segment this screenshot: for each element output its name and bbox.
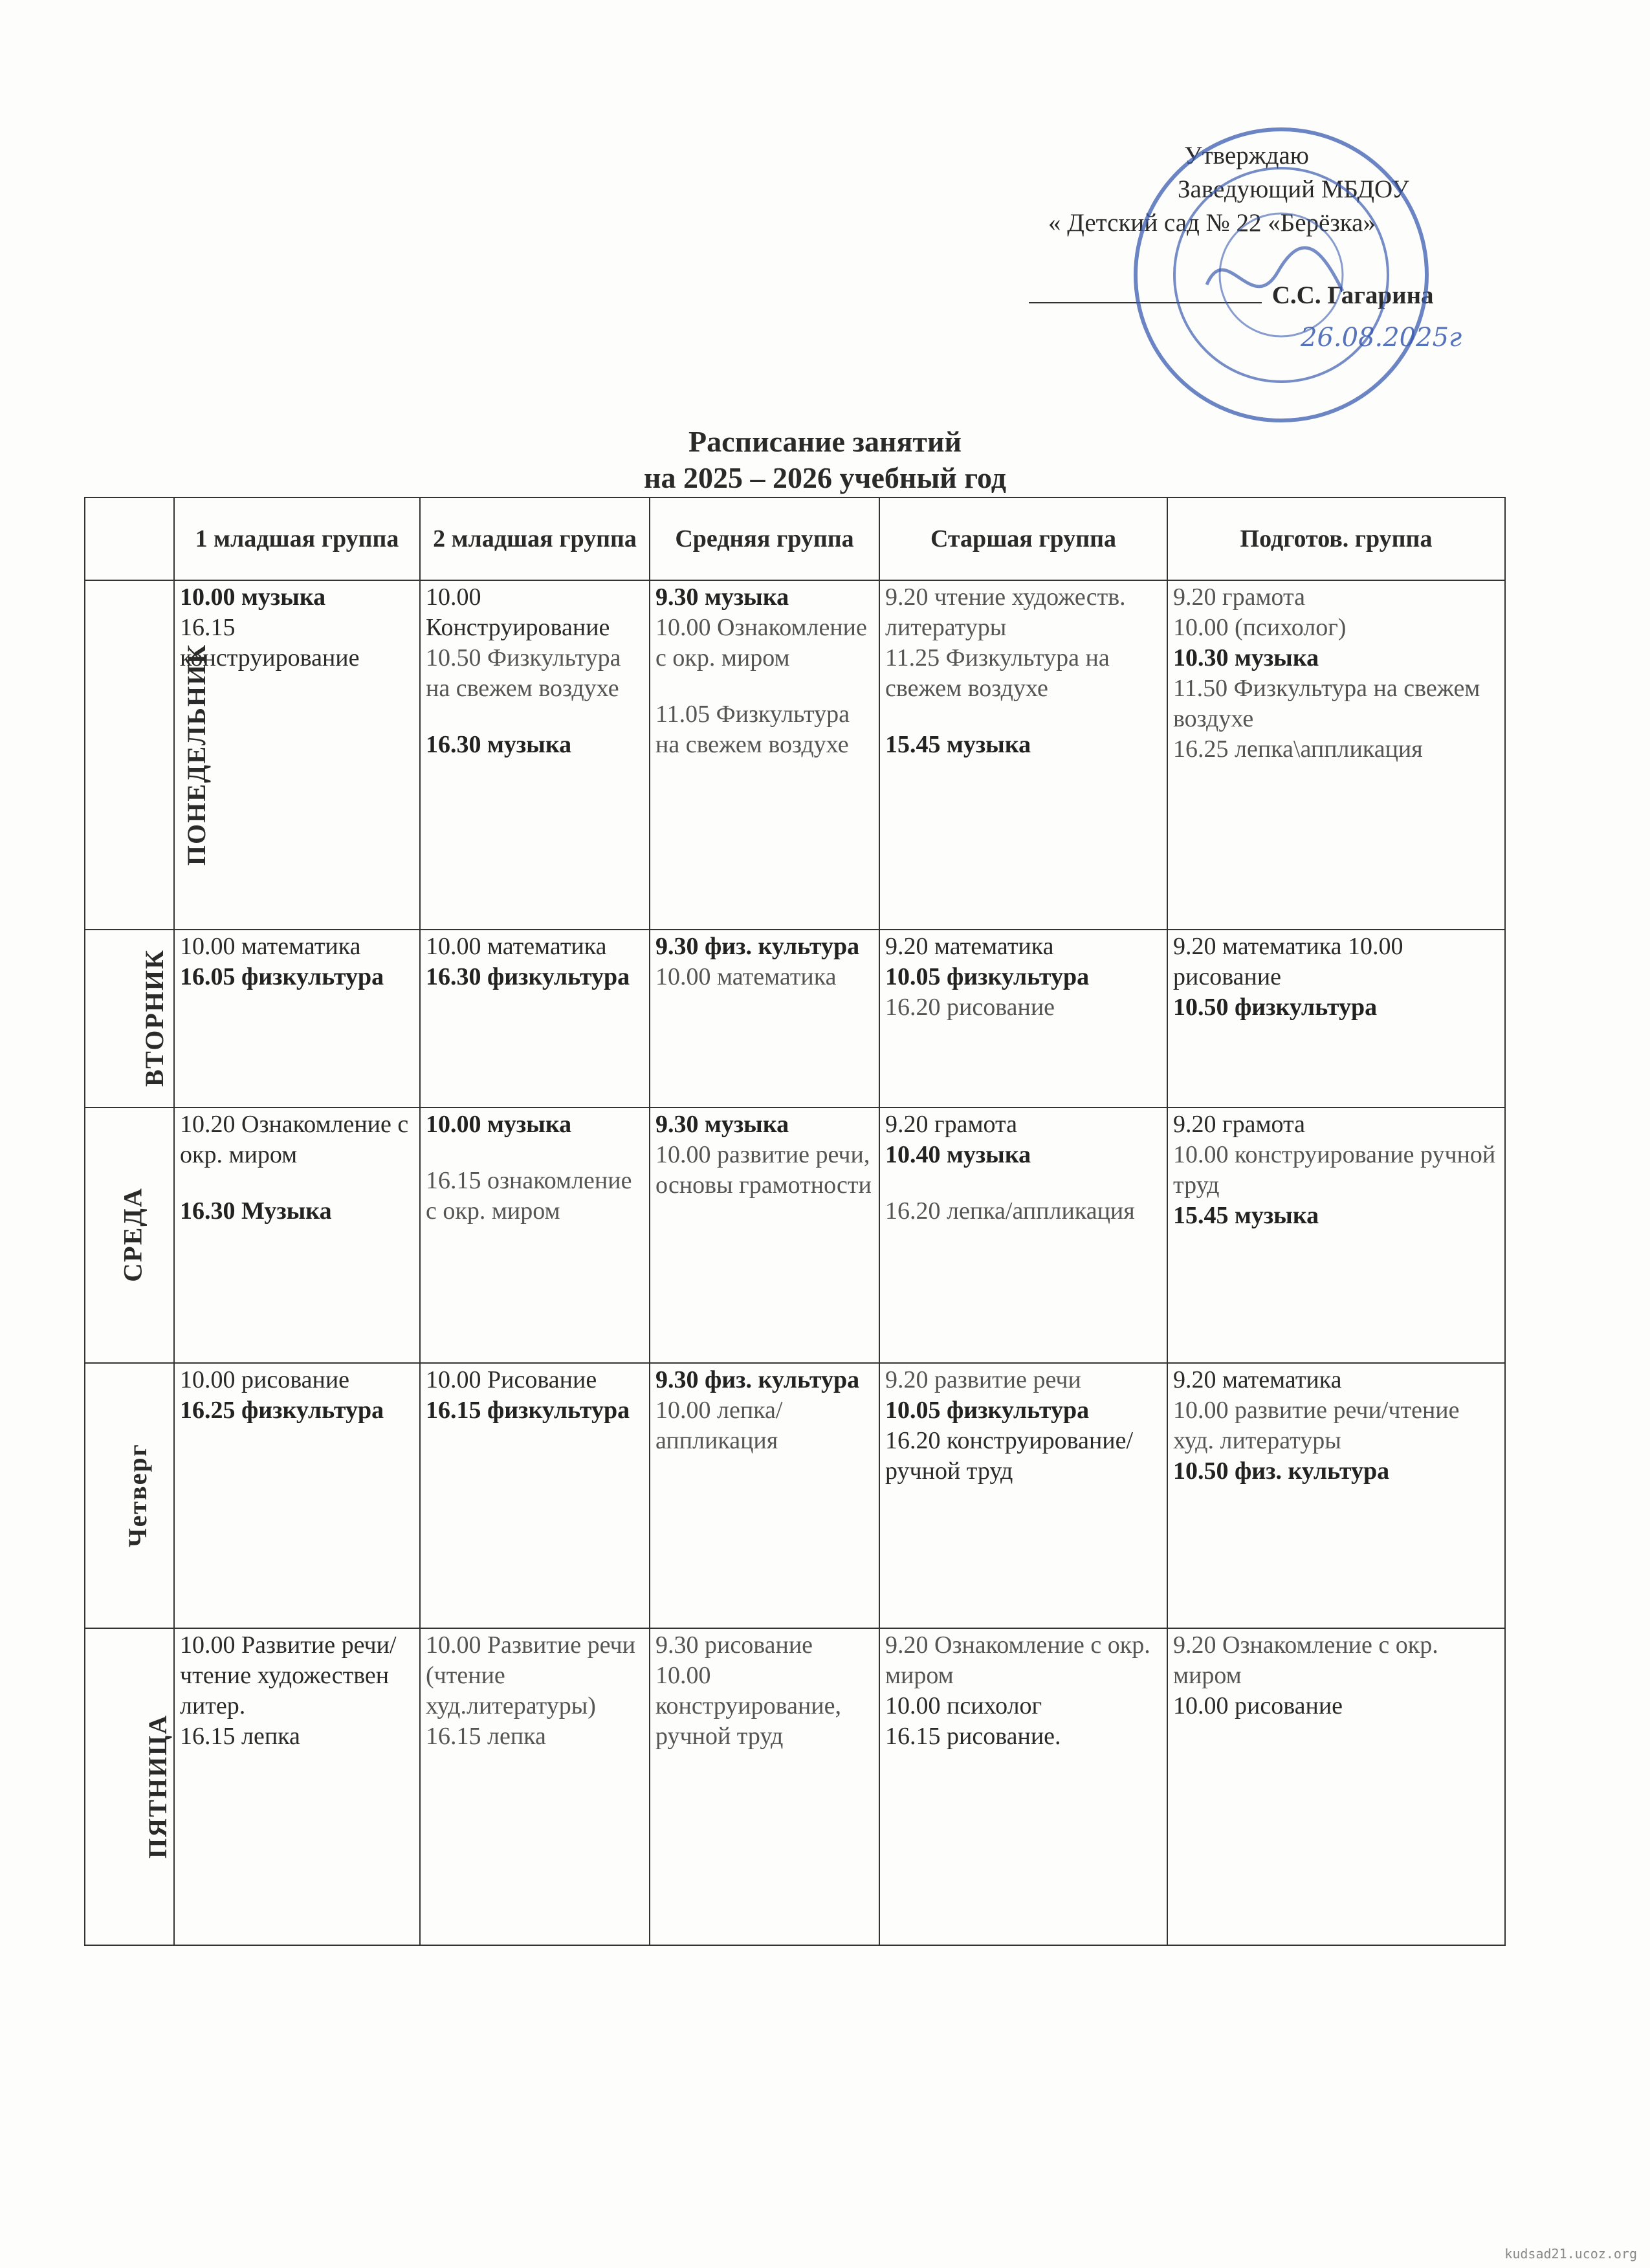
day-row [85, 930, 1505, 1107]
schedule-cell [650, 580, 879, 930]
lesson-entry: 10.00 математика [180, 933, 361, 960]
lesson-entry: 16.30 физкультура [426, 963, 630, 990]
schedule-cell [879, 580, 1167, 930]
lesson-entry: 9.30 физ. культура [655, 1366, 860, 1393]
cell-spacer [885, 704, 1161, 730]
lesson-entry: 16.25 лепка\аппликация [1173, 736, 1423, 763]
lesson-entry: 16.25 физкультура [180, 1397, 384, 1424]
lesson-entry: 10.00 математика [426, 933, 607, 960]
lesson-entry: 10.00 Ознакомление с окр. миром [655, 614, 867, 671]
day-row [85, 1628, 1505, 1945]
signer-name: С.С. Гагарина [1271, 281, 1434, 309]
lesson-entry: 15.45 музыка [1173, 1202, 1319, 1229]
header-group-1: 1 младшая группа [174, 497, 420, 580]
day-label: Четверг [122, 1443, 152, 1547]
day-label: ПОНЕДЕЛЬНИК [182, 643, 212, 866]
day-label: ВТОРНИК [140, 948, 170, 1087]
cell-spacer [180, 1170, 414, 1196]
schedule-cell [1167, 580, 1505, 930]
lesson-entry: 10.00 Рисование [426, 1366, 597, 1393]
lesson-entry: 16.05 физкультура [180, 963, 384, 990]
lesson-entry: 9.20 грамота [1173, 1111, 1305, 1138]
schedule-cell [174, 1363, 420, 1628]
lesson-entry: 10.00 конструирование ручной труд [1173, 1141, 1496, 1199]
lesson-entry: 9.20 Ознакомление с окр. миром [1173, 1631, 1438, 1689]
lesson-entry: 16.15 физкультура [426, 1397, 630, 1424]
schedule-cell [879, 930, 1167, 1107]
schedule-cell [1167, 930, 1505, 1107]
header-group-4: Старшая группа [879, 497, 1167, 580]
lesson-entry: 16.15 рисование. [885, 1723, 1061, 1750]
schedule-cell [1167, 1363, 1505, 1628]
lesson-entry: 10.50 Физкультура на свежем воздухе [426, 644, 621, 702]
schedule-table [84, 497, 1506, 1946]
schedule-cell [174, 1107, 420, 1363]
lesson-entry: 16.15 лепка [180, 1723, 300, 1750]
lesson-entry: 9.30 физ. культура [655, 933, 860, 960]
header-group-2: 2 младшая группа [420, 497, 650, 580]
schedule-cell [650, 1363, 879, 1628]
day-label-cell [85, 1107, 174, 1363]
lesson-entry: 10.00 Конструирование [426, 583, 610, 641]
schedule-cell [420, 1628, 650, 1945]
lesson-entry: 9.30 рисование [655, 1631, 813, 1659]
lesson-entry: 15.45 музыка [885, 731, 1031, 758]
approval-line-3: « Детский сад № 22 «Берёзка» [1048, 209, 1376, 237]
lesson-entry: 10.50 физ. культура [1173, 1457, 1390, 1485]
day-label: ПЯТНИЦА [142, 1714, 172, 1859]
cell-spacer [655, 673, 874, 699]
lesson-entry: 16.15 конструирование [180, 614, 360, 671]
lesson-entry: 9.20 математика [885, 933, 1054, 960]
header-corner [85, 497, 174, 580]
schedule-cell [420, 580, 650, 930]
lesson-entry: 10.00 математика [655, 963, 837, 990]
lesson-entry: 10.00 рисование [180, 1366, 350, 1393]
lesson-entry: 9.30 музыка [655, 583, 789, 611]
header-row [85, 497, 1505, 580]
schedule-cell [420, 1363, 650, 1628]
lesson-entry: 10.05 физкультура [885, 1397, 1090, 1424]
cell-spacer [885, 1170, 1161, 1196]
lesson-entry: 9.20 грамота [1173, 583, 1305, 611]
day-label-cell [85, 1363, 174, 1628]
day-label-cell [85, 580, 212, 930]
title-line-2: на 2025 – 2026 учебный год [644, 461, 1006, 494]
lesson-entry: 10.00 психолог [885, 1692, 1042, 1719]
lesson-entry: 16.30 музыка [426, 731, 572, 758]
page-title [0, 424, 1650, 496]
schedule-body [85, 580, 1505, 1945]
lesson-entry: 10.00 развитие речи/чтение худ. литературы [1173, 1397, 1460, 1454]
lesson-entry: 9.20 математика 10.00 рисование [1173, 933, 1403, 990]
lesson-entry: 16.30 Музыка [180, 1197, 332, 1225]
schedule-cell [174, 1628, 420, 1945]
lesson-entry: 10.00 рисование [1173, 1692, 1343, 1719]
lesson-entry: 10.20 Ознакомление с окр. миром [180, 1111, 409, 1168]
schedule-cell [420, 1107, 650, 1363]
lesson-entry: 10.00 развитие речи, основы грамотности [655, 1141, 872, 1199]
lesson-entry: 10.30 музыка [1173, 644, 1319, 671]
schedule-cell [650, 1107, 879, 1363]
approval-line-1: Утверждаю [1184, 142, 1309, 169]
schedule-cell [879, 1363, 1167, 1628]
lesson-entry: 10.05 физкультура [885, 963, 1090, 990]
schedule-cell [650, 1628, 879, 1945]
day-label: СРЕДА [118, 1187, 148, 1282]
cell-spacer [426, 704, 644, 730]
title-line-1: Расписание занятий [688, 425, 962, 458]
lesson-entry: 11.25 Физкультура на свежем воздухе [885, 644, 1110, 702]
lesson-entry: 16.20 конструирование/ ручной труд [885, 1427, 1134, 1485]
day-row [85, 1107, 1505, 1363]
lesson-entry: 10.00 конструирование, ручной труд [655, 1662, 841, 1750]
lesson-entry: 9.20 Ознакомление с окр. миром [885, 1631, 1150, 1689]
lesson-entry: 16.20 рисование [885, 994, 1055, 1021]
schedule-cell [1167, 1628, 1505, 1945]
day-row [85, 580, 1505, 930]
lesson-entry: 10.00 Развитие речи/чтение художествен литер. [180, 1631, 397, 1719]
schedule-cell [174, 930, 420, 1107]
lesson-entry: 16.15 ознакомление с окр. миром [426, 1167, 632, 1225]
day-label-cell [85, 1628, 174, 1945]
day-row [85, 1363, 1505, 1628]
watermark: kudsad21.ucoz.org [1504, 2246, 1637, 2262]
lesson-entry: 10.40 музыка [885, 1141, 1031, 1168]
header-group-5: Подготов. группа [1167, 497, 1505, 580]
schedule-cell [879, 1107, 1167, 1363]
approval-line-2: Заведующий МБДОУ [1178, 175, 1409, 203]
schedule-cell [879, 1628, 1167, 1945]
stamp-date: 26.08.2025г [1301, 323, 1462, 353]
lesson-entry: 16.15 лепка [426, 1723, 546, 1750]
lesson-entry: 10.00 (психолог) [1173, 614, 1347, 641]
lesson-entry: 9.20 развитие речи [885, 1366, 1081, 1393]
cell-spacer [426, 1140, 644, 1166]
day-label-cell [85, 930, 174, 1107]
lesson-entry: 10.00 музыка [180, 583, 326, 611]
header-group-3: Средняя группа [650, 497, 879, 580]
lesson-entry: 16.20 лепка/аппликация [885, 1197, 1135, 1225]
lesson-entry: 10.50 физкультура [1173, 994, 1378, 1021]
lesson-entry: 11.50 Физкультура на свежем воздухе [1173, 675, 1480, 732]
lesson-entry: 9.20 грамота [885, 1111, 1017, 1138]
lesson-entry: 9.30 музыка [655, 1111, 789, 1138]
schedule-cell [650, 930, 879, 1107]
lesson-entry: 10.00 музыка [426, 1111, 572, 1138]
lesson-entry: 10.00 Развитие речи (чтение худ.литературы) [426, 1631, 635, 1719]
schedule-cell [420, 930, 650, 1107]
lesson-entry: 9.20 математика [1173, 1366, 1342, 1393]
lesson-entry: 9.20 чтение художеств. литературы [885, 583, 1126, 641]
schedule-cell [1167, 1107, 1505, 1363]
official-stamp-icon [1129, 123, 1462, 427]
lesson-entry: 10.00 лепка/ аппликация [655, 1397, 783, 1454]
lesson-entry: 11.05 Физкультура на свежем воздухе [655, 701, 850, 758]
